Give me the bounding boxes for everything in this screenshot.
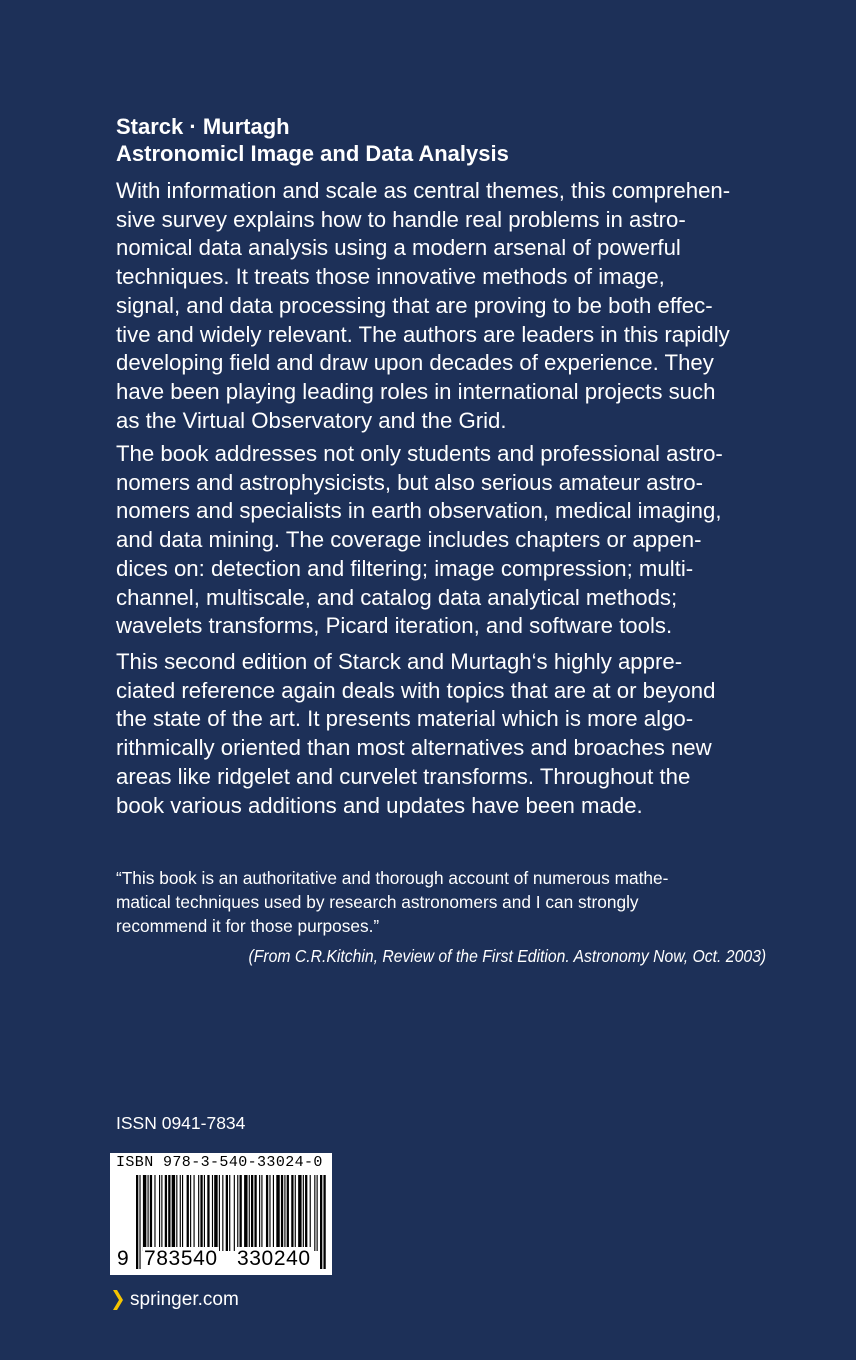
barcode-bar bbox=[143, 1175, 146, 1251]
barcode-bar bbox=[291, 1175, 293, 1251]
barcode-bar bbox=[180, 1175, 181, 1251]
barcode-bar bbox=[259, 1175, 260, 1251]
barcode-bar bbox=[244, 1175, 247, 1251]
barcode-bar bbox=[165, 1175, 167, 1251]
barcode-bar bbox=[261, 1175, 262, 1251]
barcode-bar bbox=[136, 1175, 138, 1269]
barcode-bar bbox=[251, 1175, 253, 1251]
barcode-bar bbox=[198, 1175, 199, 1251]
barcode-bar bbox=[226, 1175, 228, 1251]
barcode-bar bbox=[287, 1175, 289, 1251]
barcode-bar bbox=[295, 1175, 296, 1251]
barcode-bar bbox=[298, 1175, 301, 1251]
barcode-bar bbox=[182, 1175, 183, 1251]
barcode-bar bbox=[204, 1175, 205, 1251]
barcode-bar bbox=[148, 1175, 149, 1251]
barcode-bar bbox=[303, 1175, 304, 1251]
barcode-digits-right: 330240 bbox=[237, 1247, 311, 1270]
book-title: Astronomicl Image and Data Analysis bbox=[116, 141, 509, 166]
publisher-website bbox=[112, 1287, 239, 1313]
barcode-bar bbox=[176, 1175, 177, 1251]
barcode-bar bbox=[168, 1175, 170, 1251]
barcode-bar bbox=[317, 1175, 318, 1251]
review-citation: (From C.R.Kitchin, Review of the First Edition. Astronomy Now, Oct. 2003) bbox=[248, 946, 766, 966]
barcode-digits-left: 783540 bbox=[144, 1247, 218, 1270]
barcode-bar bbox=[190, 1175, 191, 1251]
barcode-bar bbox=[139, 1175, 140, 1269]
barcode-bar bbox=[310, 1175, 311, 1251]
description-paragraph-1: With information and scale as central themes, this comprehen- sive survey explains how to handle real problems in astro- nomical data analysis using a modern arsenal of powerful techniques. It treats those innovative methods of image, signal, and data processing that are proving to be both effec- tive and widely relevant. The authors are leaders in this rapidly developing field and draw upon decades of experience. They have been playing leading roles in international projects such as the Virtual Observatory and the Grid. bbox=[116, 178, 731, 433]
barcode-digit-first: 9 bbox=[117, 1247, 129, 1270]
barcode-bar bbox=[161, 1175, 162, 1251]
barcode-bar bbox=[187, 1175, 189, 1251]
authors: Starck · Murtagh bbox=[116, 114, 290, 139]
barcode-bar bbox=[214, 1175, 217, 1251]
barcode-bar bbox=[229, 1175, 230, 1251]
barcode-bar bbox=[323, 1175, 325, 1269]
barcode-bar bbox=[249, 1175, 250, 1251]
barcode-bar bbox=[212, 1175, 213, 1251]
barcode-bar bbox=[254, 1175, 256, 1251]
issn-number: ISSN 0941-7834 bbox=[116, 1113, 246, 1133]
barcode-bar bbox=[281, 1175, 283, 1251]
review-quote: “This book is an authoritative and thorough account of numerous mathe- matical techniques used by research astronomers and I can strongly recommend it for those purposes.” bbox=[116, 868, 669, 936]
barcode-bar bbox=[237, 1175, 238, 1251]
barcode-bar bbox=[276, 1175, 279, 1251]
barcode-bar bbox=[240, 1175, 242, 1251]
barcode-bar bbox=[200, 1175, 202, 1251]
barcode-bar bbox=[222, 1175, 223, 1251]
description-paragraph-3: This second edition of Starck and Murtagh‘s highly appre- ciated reference again deals with topics that are at or beyond the state of the art. It presents material which is more algo- rithmically oriented than most alternatives and broaches new areas like ridgelet and curvelet transforms. Throughout the book various additions and updates have been made. bbox=[116, 649, 716, 818]
barcode-bar bbox=[219, 1175, 220, 1251]
barcode-bar bbox=[314, 1175, 315, 1251]
barcode-bar bbox=[234, 1175, 235, 1251]
chevron-right-icon bbox=[112, 1289, 124, 1311]
barcode-bar bbox=[172, 1175, 175, 1251]
barcode-bar bbox=[273, 1175, 274, 1251]
isbn-label: ISBN 978-3-540-33024-0 bbox=[116, 1154, 323, 1171]
description-paragraph-2: The book addresses not only students and professional astro- nomers and astrophysicists, but also serious amateur astro- nomers and specialists in earth observation, medical imaging, and data mining. The coverage includes chapters or appen- dices on: detection and filtering; image compression; multi- channel, multiscale, and catalog data analytical methods; wavelets transforms, Picard iteration, and software tools. bbox=[116, 441, 723, 639]
barcode-bar bbox=[194, 1175, 195, 1251]
barcode-bar bbox=[154, 1175, 155, 1251]
barcode-bar bbox=[284, 1175, 285, 1251]
barcode-bar bbox=[320, 1175, 322, 1269]
barcode-bar bbox=[159, 1175, 160, 1251]
barcode-bar bbox=[207, 1175, 209, 1251]
barcode-bar bbox=[305, 1175, 307, 1251]
barcode-bar bbox=[150, 1175, 152, 1251]
isbn-barcode bbox=[110, 1153, 332, 1275]
header bbox=[116, 113, 806, 167]
website-url: springer.com bbox=[130, 1289, 239, 1310]
